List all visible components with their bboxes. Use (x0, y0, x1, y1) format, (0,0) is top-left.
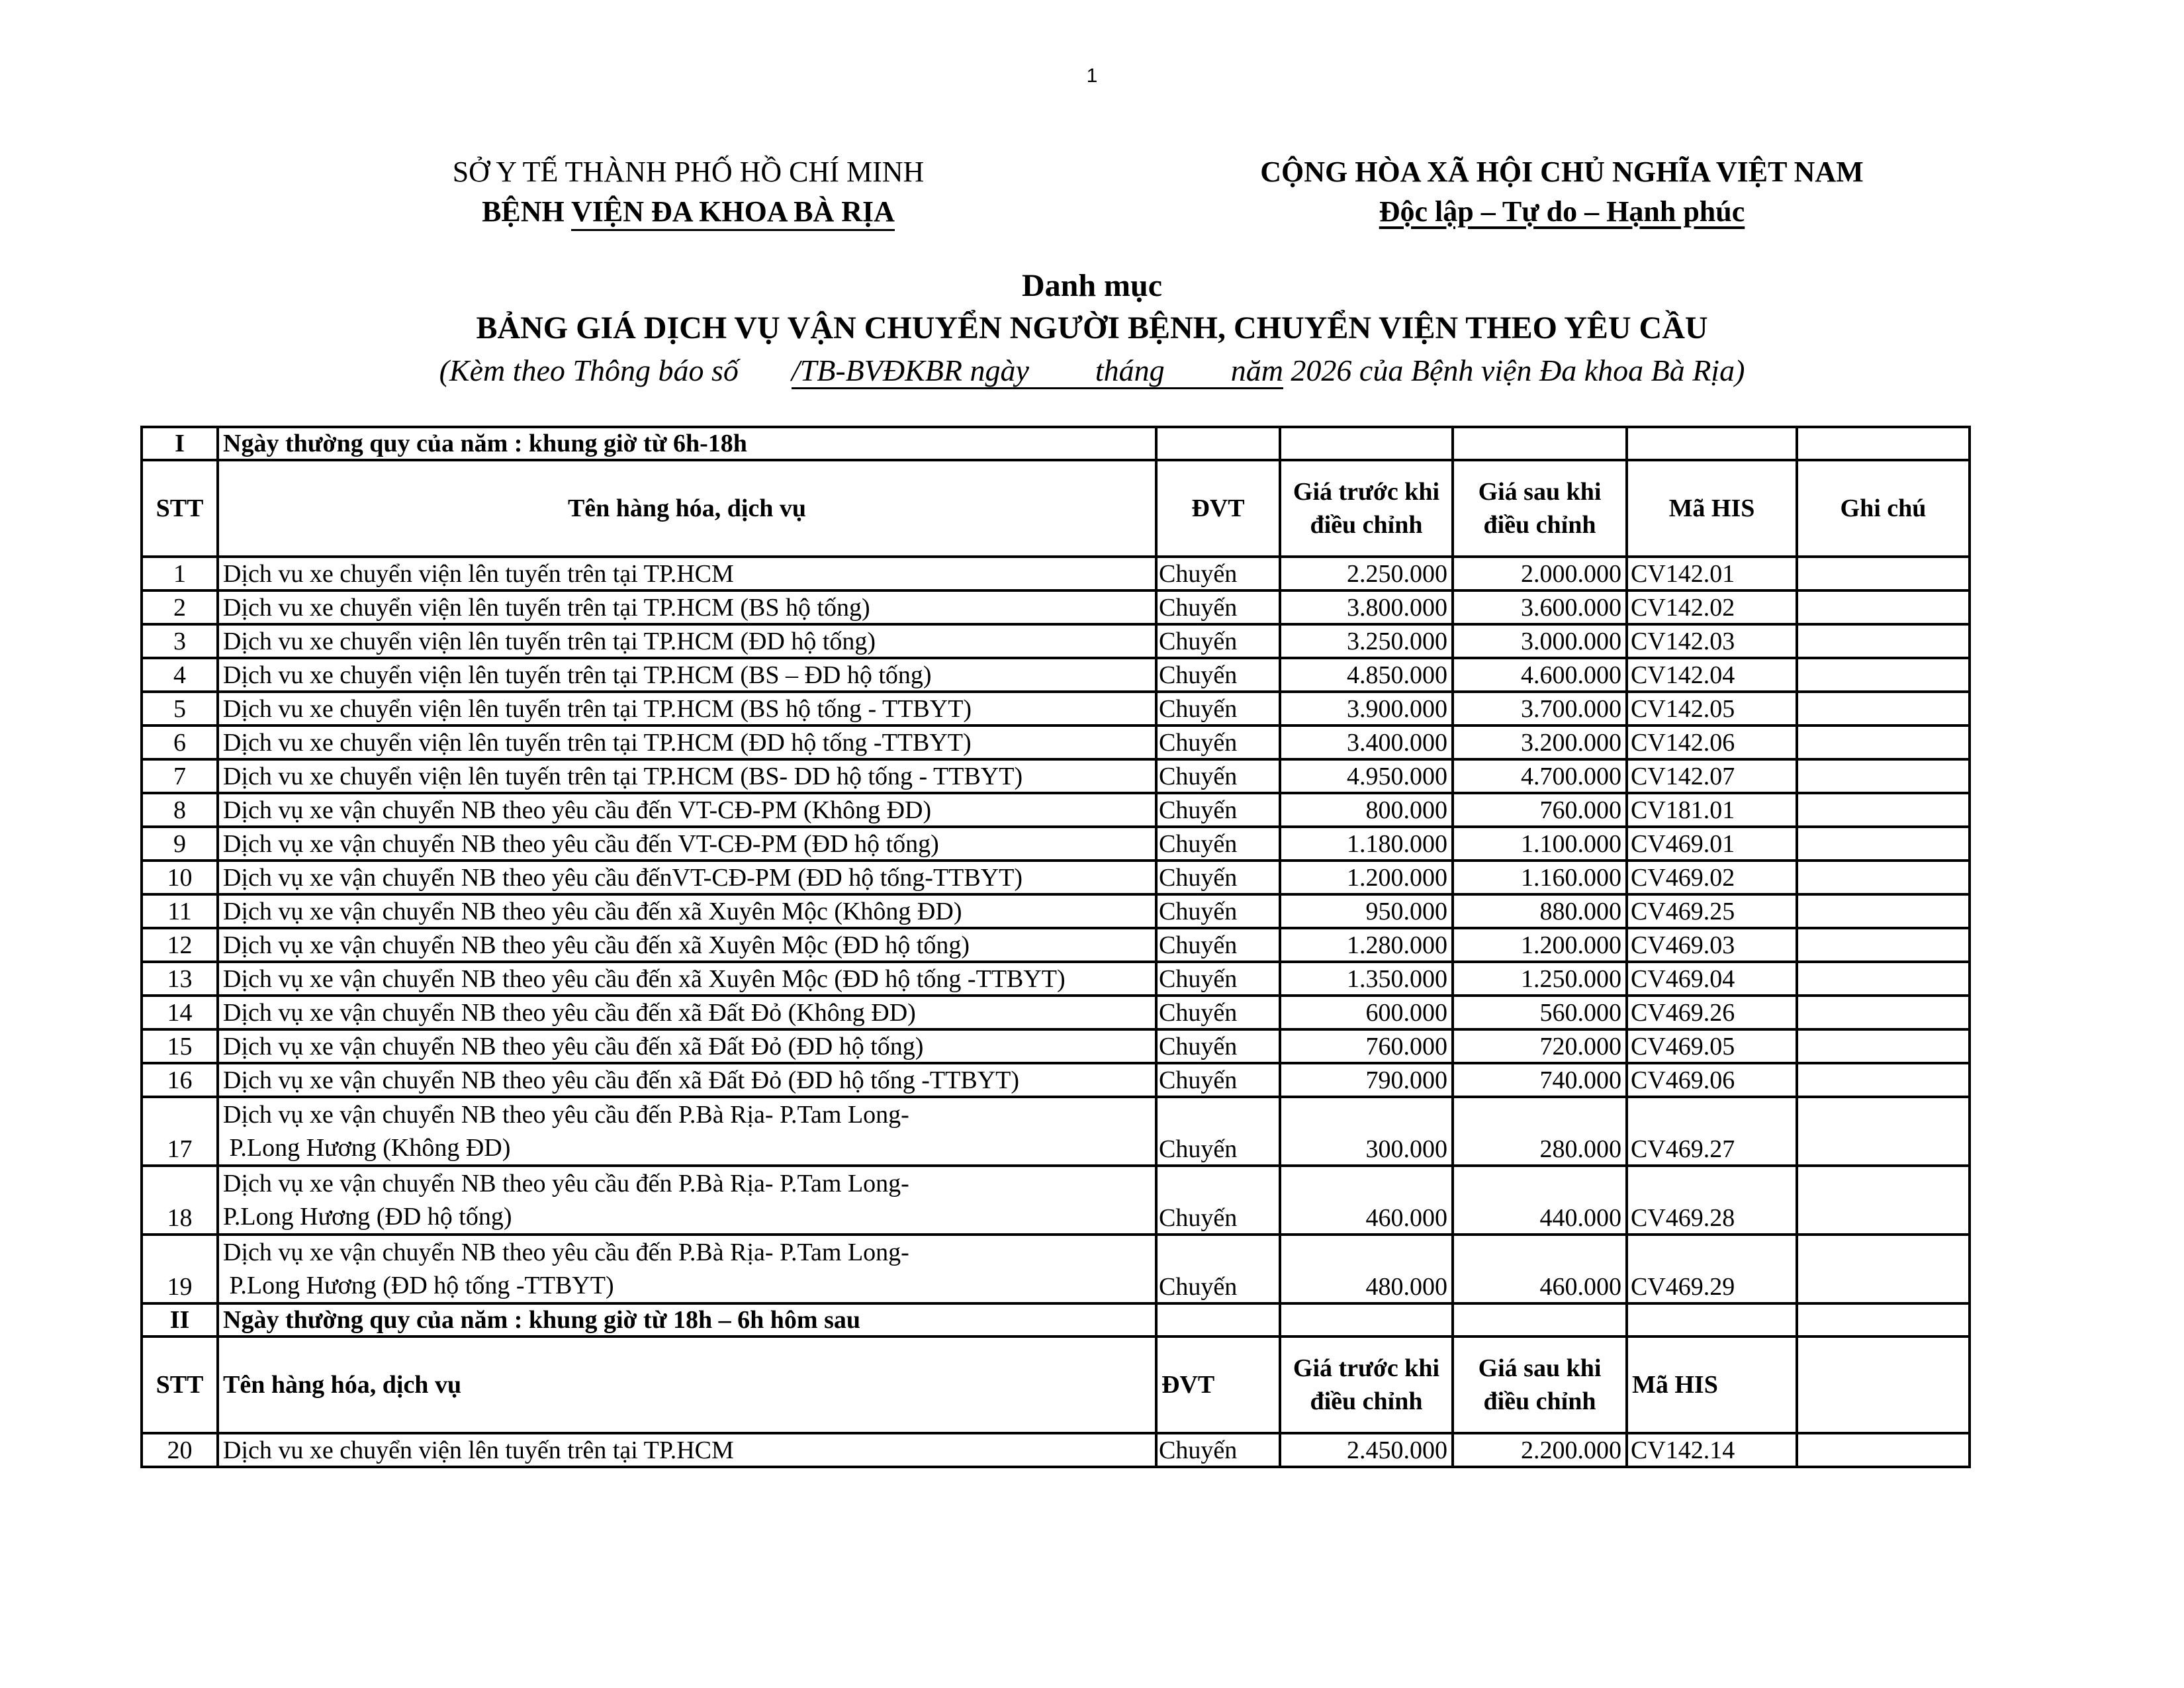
cell-name-line2: P.Long Hương (ĐD hộ tống) (223, 1203, 512, 1231)
cell-note (1797, 962, 1970, 996)
cell-note (1797, 827, 1970, 861)
cell-his-code: CV469.28 (1627, 1166, 1797, 1235)
national-header (1244, 152, 1880, 232)
table-row (142, 590, 1970, 624)
cell-note (1797, 1433, 1970, 1467)
table-row (142, 1029, 1970, 1063)
table-row (142, 1063, 1970, 1097)
col-header-note-empty (1797, 1336, 1970, 1433)
cell-his-code: CV469.04 (1627, 962, 1797, 996)
table-row (142, 1235, 1970, 1303)
cell-note (1797, 692, 1970, 726)
cell-name: Dịch vụ xe vận chuyển NB theo yêu cầu đến xã Xuyên Mộc (ĐD hộ tống) (218, 928, 1156, 962)
col-header-dvt: ĐVT (1156, 460, 1280, 557)
reference-part-c: tháng (1095, 353, 1165, 387)
table-row (142, 1097, 1970, 1166)
cell-price-before: 800.000 (1280, 793, 1453, 827)
cell-price-after: 2.000.000 (1453, 557, 1627, 590)
cell-unit: Chuyến (1156, 726, 1280, 759)
cell-unit: Chuyến (1156, 759, 1280, 793)
cell-price-after: 3.700.000 (1453, 692, 1627, 726)
cell-price-after: 440.000 (1453, 1166, 1627, 1235)
cell-price-before: 3.800.000 (1280, 590, 1453, 624)
reference-part-e: 2026 của Bệnh viện Đa khoa Bà Rịa) (1283, 353, 1745, 387)
table-row (142, 557, 1970, 590)
col-header-his-code: Mã HIS (1627, 1336, 1797, 1433)
cell-name: Dịch vu xe chuyển viện lên tuyến trên tại TP.HCM (BS hộ tống) (218, 590, 1156, 624)
table-row (142, 894, 1970, 928)
empty-cell (1280, 1303, 1453, 1336)
cell-note (1797, 557, 1970, 590)
cell-his-code: CV469.05 (1627, 1029, 1797, 1063)
cell-price-before: 300.000 (1280, 1097, 1453, 1166)
cell-price-before: 1.200.000 (1280, 861, 1453, 894)
cell-note (1797, 1235, 1970, 1303)
cell-name (218, 1097, 1156, 1166)
cell-price-before: 1.180.000 (1280, 827, 1453, 861)
cell-unit: Chuyến (1156, 928, 1280, 962)
cell-note (1797, 726, 1970, 759)
cell-note (1797, 590, 1970, 624)
section-title: Ngày thường quy của năm : khung giờ từ 6h-18h (218, 427, 1156, 460)
cell-stt: 11 (142, 894, 218, 928)
cell-price-after: 3.600.000 (1453, 590, 1627, 624)
country-name: CỘNG HÒA XÃ HỘI CHỦ NGHĨA VIỆT NAM (1260, 156, 1864, 188)
title-reference (0, 350, 2184, 392)
cell-stt: 4 (142, 658, 218, 692)
cell-name: Dịch vụ xe vận chuyển NB theo yêu cầu đến VT-CĐ-PM (Không ĐD) (218, 793, 1156, 827)
cell-price-before: 2.450.000 (1280, 1433, 1453, 1467)
cell-price-after: 560.000 (1453, 996, 1627, 1029)
section-roman: II (142, 1303, 218, 1336)
cell-stt: 16 (142, 1063, 218, 1097)
cell-name: Dịch vụ xe vận chuyển NB theo yêu cầu đến xã Đất Đỏ (ĐD hộ tống -TTBYT) (218, 1063, 1156, 1097)
section-header-row (142, 427, 1970, 460)
cell-his-code: CV469.27 (1627, 1097, 1797, 1166)
cell-unit: Chuyến (1156, 962, 1280, 996)
table-row (142, 726, 1970, 759)
cell-stt: 14 (142, 996, 218, 1029)
cell-note (1797, 624, 1970, 658)
cell-price-before: 1.350.000 (1280, 962, 1453, 996)
cell-stt: 2 (142, 590, 218, 624)
table-row (142, 928, 1970, 962)
cell-price-after: 1.250.000 (1453, 962, 1627, 996)
cell-name-line2: P.Long Hương (Không ĐD) (223, 1134, 511, 1162)
cell-price-before: 4.850.000 (1280, 658, 1453, 692)
cell-stt: 15 (142, 1029, 218, 1063)
cell-price-after: 1.160.000 (1453, 861, 1627, 894)
section-roman: I (142, 427, 218, 460)
cell-name (218, 1235, 1156, 1303)
cell-unit: Chuyến (1156, 1433, 1280, 1467)
cell-stt: 9 (142, 827, 218, 861)
cell-his-code: CV469.26 (1627, 996, 1797, 1029)
cell-his-code: CV142.03 (1627, 624, 1797, 658)
cell-his-code: CV181.01 (1627, 793, 1797, 827)
cell-his-code: CV142.06 (1627, 726, 1797, 759)
cell-stt: 20 (142, 1433, 218, 1467)
col-header-dvt: ĐVT (1156, 1336, 1280, 1433)
cell-unit: Chuyến (1156, 658, 1280, 692)
cell-unit: Chuyến (1156, 1097, 1280, 1166)
cell-name: Dịch vu xe chuyển viện lên tuyến trên tại TP.HCM (218, 1433, 1156, 1467)
cell-unit: Chuyến (1156, 827, 1280, 861)
department-name: SỞ Y TẾ THÀNH PHỐ HỒ CHÍ MINH (452, 156, 925, 188)
cell-price-before: 2.250.000 (1280, 557, 1453, 590)
cell-unit: Chuyến (1156, 1235, 1280, 1303)
cell-unit: Chuyến (1156, 861, 1280, 894)
col-header-his-code: Mã HIS (1627, 460, 1797, 557)
cell-stt: 8 (142, 793, 218, 827)
cell-note (1797, 894, 1970, 928)
cell-price-before: 790.000 (1280, 1063, 1453, 1097)
cell-stt: 3 (142, 624, 218, 658)
cell-price-after: 1.200.000 (1453, 928, 1627, 962)
cell-name: Dịch vu xe chuyển viện lên tuyến trên tại TP.HCM (BS hộ tống - TTBYT) (218, 692, 1156, 726)
price-table (140, 426, 1971, 1468)
cell-unit: Chuyến (1156, 1029, 1280, 1063)
cell-price-before: 1.280.000 (1280, 928, 1453, 962)
col-header-note: Ghi chú (1797, 460, 1970, 557)
cell-stt: 7 (142, 759, 218, 793)
cell-price-before: 4.950.000 (1280, 759, 1453, 793)
col-header-price-after: Giá sau khi điều chỉnh (1453, 1336, 1627, 1433)
cell-unit: Chuyến (1156, 624, 1280, 658)
col-header-name: Tên hàng hóa, dịch vụ (218, 460, 1156, 557)
cell-his-code: CV469.01 (1627, 827, 1797, 861)
cell-note (1797, 928, 1970, 962)
cell-unit: Chuyến (1156, 1063, 1280, 1097)
cell-name: Dịch vu xe chuyển viện lên tuyến trên tại TP.HCM (BS – ĐD hộ tống) (218, 658, 1156, 692)
hospital-name-underlined: VIỆN ĐA KHOA BÀ RỊA (571, 195, 895, 231)
national-motto: Độc lập – Tự do – Hạnh phúc (1379, 195, 1745, 228)
table-row (142, 793, 1970, 827)
cell-name (218, 1166, 1156, 1235)
empty-cell (1453, 1303, 1627, 1336)
cell-note (1797, 1166, 1970, 1235)
table-row (142, 692, 1970, 726)
cell-stt: 1 (142, 557, 218, 590)
cell-price-before: 3.400.000 (1280, 726, 1453, 759)
table-row (142, 759, 1970, 793)
reference-part-a: (Kèm theo Thông báo số (439, 353, 739, 387)
table-row (142, 962, 1970, 996)
cell-name: Dịch vụ xe vận chuyển NB theo yêu cầu đến xã Xuyên Mộc (ĐD hộ tống -TTBYT) (218, 962, 1156, 996)
page-number: 1 (1086, 65, 1098, 87)
cell-name-line2: P.Long Hương (ĐD hộ tống -TTBYT) (223, 1272, 614, 1299)
cell-name-line1: Dịch vụ xe vận chuyển NB theo yêu cầu đến P.Bà Rịa- P.Tam Long- (223, 1101, 909, 1129)
col-header-price-before: Giá trước khi điều chỉnh (1280, 460, 1453, 557)
cell-his-code: CV469.25 (1627, 894, 1797, 928)
cell-price-before: 3.250.000 (1280, 624, 1453, 658)
cell-price-after: 4.700.000 (1453, 759, 1627, 793)
cell-name: Dịch vu xe chuyển viện lên tuyến trên tại TP.HCM (ĐD hộ tống -TTBYT) (218, 726, 1156, 759)
cell-his-code: CV469.29 (1627, 1235, 1797, 1303)
cell-name: Dịch vu xe chuyển viện lên tuyến trên tại TP.HCM (218, 557, 1156, 590)
section-header-row (142, 1303, 1970, 1336)
table-row (142, 1433, 1970, 1467)
cell-name: Dịch vụ xe vận chuyển NB theo yêu cầu đến xã Đất Đỏ (ĐD hộ tống) (218, 1029, 1156, 1063)
cell-price-after: 460.000 (1453, 1235, 1627, 1303)
cell-price-before: 460.000 (1280, 1166, 1453, 1235)
cell-stt: 19 (142, 1235, 218, 1303)
cell-stt: 10 (142, 861, 218, 894)
cell-unit: Chuyến (1156, 692, 1280, 726)
cell-price-before: 950.000 (1280, 894, 1453, 928)
cell-unit: Chuyến (1156, 996, 1280, 1029)
cell-name: Dịch vu xe chuyển viện lên tuyến trên tại TP.HCM (ĐD hộ tống) (218, 624, 1156, 658)
cell-note (1797, 1063, 1970, 1097)
cell-note (1797, 658, 1970, 692)
cell-name: Dịch vụ xe vận chuyển NB theo yêu cầu đến VT-CĐ-PM (ĐD hộ tống) (218, 827, 1156, 861)
cell-price-after: 880.000 (1453, 894, 1627, 928)
cell-stt: 6 (142, 726, 218, 759)
cell-price-after: 2.200.000 (1453, 1433, 1627, 1467)
document-title (0, 265, 2184, 392)
section-title: Ngày thường quy của năm : khung giờ từ 18h – 6h hôm sau (218, 1303, 1156, 1336)
cell-name-line1: Dịch vụ xe vận chuyển NB theo yêu cầu đến P.Bà Rịa- P.Tam Long- (223, 1170, 909, 1197)
cell-price-after: 4.600.000 (1453, 658, 1627, 692)
title-category: Danh mục (1021, 268, 1163, 303)
cell-unit: Chuyến (1156, 793, 1280, 827)
cell-his-code: CV142.05 (1627, 692, 1797, 726)
cell-stt: 18 (142, 1166, 218, 1235)
cell-price-after: 3.200.000 (1453, 726, 1627, 759)
cell-note (1797, 759, 1970, 793)
cell-note (1797, 996, 1970, 1029)
col-header-name: Tên hàng hóa, dịch vụ (218, 1336, 1156, 1433)
cell-name: Dịch vụ xe vận chuyển NB theo yêu cầu đến xã Xuyên Mộc (Không ĐD) (218, 894, 1156, 928)
empty-cell (1627, 1303, 1797, 1336)
reference-part-b: /TB-BVĐKBR ngày (791, 353, 1029, 387)
table-row (142, 1166, 1970, 1235)
title-main: BẢNG GIÁ DỊCH VỤ VẬN CHUYỂN NGƯỜI BỆNH, CHUYỂN VIỆN THEO YÊU CẦU (476, 310, 1708, 346)
col-header-stt: STT (142, 460, 218, 557)
cell-price-after: 280.000 (1453, 1097, 1627, 1166)
cell-name-line1: Dịch vụ xe vận chuyển NB theo yêu cầu đến P.Bà Rịa- P.Tam Long- (223, 1239, 909, 1266)
cell-name: Dịch vu xe chuyển viện lên tuyến trên tại TP.HCM (BS- DD hộ tống - TTBYT) (218, 759, 1156, 793)
issuing-authority-header (410, 152, 966, 232)
table-row (142, 996, 1970, 1029)
cell-his-code: CV142.07 (1627, 759, 1797, 793)
table-row (142, 624, 1970, 658)
cell-name: Dịch vụ xe vận chuyển NB theo yêu cầu đếnVT-CĐ-PM (ĐD hộ tống-TTBYT) (218, 861, 1156, 894)
cell-his-code: CV142.14 (1627, 1433, 1797, 1467)
cell-price-before: 480.000 (1280, 1235, 1453, 1303)
hospital-name (410, 192, 966, 232)
cell-note (1797, 793, 1970, 827)
cell-his-code: CV142.02 (1627, 590, 1797, 624)
cell-name: Dịch vụ xe vận chuyển NB theo yêu cầu đến xã Đất Đỏ (Không ĐD) (218, 996, 1156, 1029)
table-row (142, 827, 1970, 861)
cell-note (1797, 1029, 1970, 1063)
reference-part-d: năm (1230, 353, 1283, 387)
cell-unit: Chuyến (1156, 557, 1280, 590)
empty-cell (1156, 1303, 1280, 1336)
column-header-row (142, 460, 1970, 557)
col-header-price-after: Giá sau khi điều chỉnh (1453, 460, 1627, 557)
cell-price-after: 760.000 (1453, 793, 1627, 827)
cell-note (1797, 1097, 1970, 1166)
cell-price-before: 600.000 (1280, 996, 1453, 1029)
cell-unit: Chuyến (1156, 894, 1280, 928)
cell-note (1797, 861, 1970, 894)
cell-his-code: CV469.02 (1627, 861, 1797, 894)
column-header-row (142, 1336, 1970, 1433)
col-header-price-before: Giá trước khi điều chỉnh (1280, 1336, 1453, 1433)
table-row (142, 658, 1970, 692)
cell-price-before: 760.000 (1280, 1029, 1453, 1063)
cell-price-after: 1.100.000 (1453, 827, 1627, 861)
empty-cell (1797, 1303, 1970, 1336)
col-header-stt: STT (142, 1336, 218, 1433)
cell-price-before: 3.900.000 (1280, 692, 1453, 726)
cell-price-after: 720.000 (1453, 1029, 1627, 1063)
table-row (142, 861, 1970, 894)
cell-stt: 12 (142, 928, 218, 962)
cell-stt: 13 (142, 962, 218, 996)
cell-unit: Chuyến (1156, 590, 1280, 624)
cell-his-code: CV469.06 (1627, 1063, 1797, 1097)
cell-his-code: CV142.04 (1627, 658, 1797, 692)
cell-unit: Chuyến (1156, 1166, 1280, 1235)
hospital-name-prefix: BỆNH (482, 195, 571, 228)
cell-stt: 5 (142, 692, 218, 726)
cell-stt: 17 (142, 1097, 218, 1166)
cell-price-after: 740.000 (1453, 1063, 1627, 1097)
cell-his-code: CV142.01 (1627, 557, 1797, 590)
cell-his-code: CV469.03 (1627, 928, 1797, 962)
cell-price-after: 3.000.000 (1453, 624, 1627, 658)
